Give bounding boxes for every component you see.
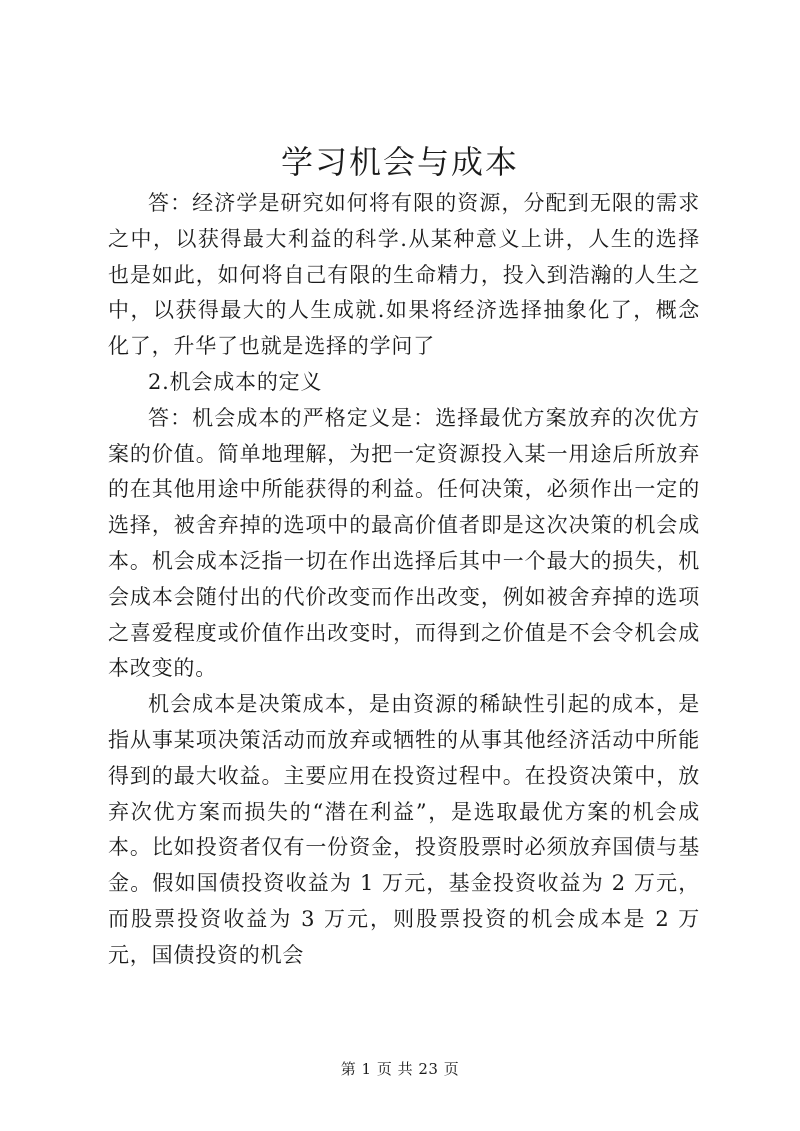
paragraph-decision-cost: 机会成本是决策成本，是由资源的稀缺性引起的成本，是指从事某项决策活动而放弃或牺牲的从事其他经济活动中所能得到的最大收益。主要应用在投资过程中。在投资决策中，放弃次优方案而损失的“潜在利益”，是选取最优方案的机会成本。比如投资者仅有一份资金，投资股票时必须放弃国债与基金。假如国债投资收益为 1 万元，基金投资收益为 2 万元，而股票投资收益为 3 万元，则股票投资的机会成本是 2 万元，国债投资的机会 <box>108 692 700 967</box>
paragraph-answer-definition: 答：机会成本的严格定义是：选择最优方案放弃的次优方案的价值。简单地理解，为把一定资源投入某一用途后所放弃的在其他用途中所能获得的利益。任何决策，必须作出一定的选择，被舍弃掉的选项中的最高价值者即是这次决策的机会成本。机会成本泛指一切在作出选择后其中一个最大的损失，机会成本会随付出的代价改变而作出改变，例如被舍弃掉的选项之喜爱程度或价值作出改变时，而得到之价值是不会令机会成本改变的。 <box>108 405 700 681</box>
document-body <box>108 186 700 974</box>
document-title: 学习机会与成本 <box>280 143 519 181</box>
paragraph-answer-economics: 答：经济学是研究如何将有限的资源，分配到无限的需求之中，以获得最大利益的科学.从某种意义上讲，人生的选择也是如此，如何将自己有限的生命精力，投入到浩瀚的人生之中，以获得最大的人生成就.如果将经济选择抽象化了，概念化了，升华了也就是选择的学问了 <box>108 191 700 359</box>
page-footer: 第 1 页 共 23 页 <box>340 1060 460 1078</box>
section-heading-opportunity-cost-definition: 2.机会成本的定义 <box>148 369 323 394</box>
